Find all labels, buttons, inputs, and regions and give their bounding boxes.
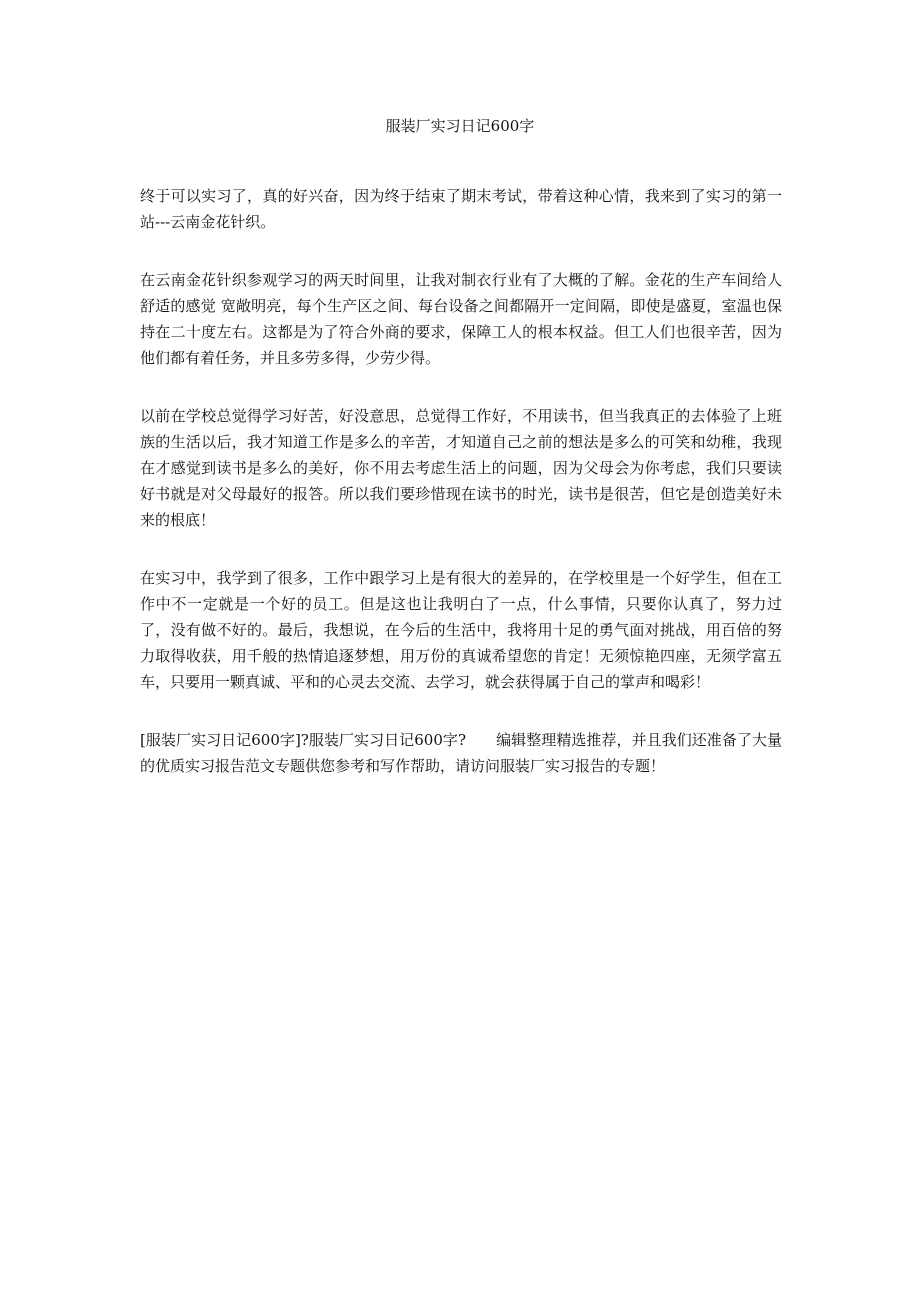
paragraph-2: 在云南金花针织参观学习的两天时间里，让我对制衣行业有了大概的了解。金花的生产车间给人舒适的感觉 宽敞明亮，每个生产区之间、每台设备之间都隔开一定间隔，即使是盛夏，室温也保持在二十度左右。这都是为了符合外商的要求，保障工人的根本权益。但工人们也很辛苦，因为他们都有着任务，并且多劳多得，少劳少得。 — [140, 271, 782, 367]
document-title: 服装厂实习日记600字 — [385, 117, 535, 135]
paragraph-4: 在实习中，我学到了很多，工作中跟学习上是有很大的差异的，在学校里是一个好学生，但在工作中不一定就是一个好的员工。但是这也让我明白了一点，什么事情，只要你认真了，努力过了，没有做不好的。最后，我想说，在今后的生活中，我将用十足的勇气面对挑战，用百倍的努力取得收获，用千般的热情追逐梦想，用万份的真诚希望您的肯定！无须惊艳四座，无须学富五车，只要用一颗真诚、平和的心灵去交流、去学习，就会获得属于自己的掌声和喝彩！ — [140, 569, 782, 691]
paragraph-5: [服装厂实习日记600字]?服装厂实习日记600字? 编辑整理精选推荐，并且我们还准备了大量的优质实习报告范文专题供您参考和写作帮助，请访问服装厂实习报告的专题！ — [140, 731, 782, 775]
paragraph-3: 以前在学校总觉得学习好苦，好没意思，总觉得工作好，不用读书，但当我真正的去体验了上班族的生活以后，我才知道工作是多么的辛苦，才知道自己之前的想法是多么的可笑和幼稚，我现在才感觉到读书是多么的美好，你不用去考虑生活上的问题，因为父母会为你考虑，我们只要读好书就是对父母最好的报答。所以我们要珍惜现在读书的时光，读书是很苦，但它是创造美好未来的根底！ — [140, 407, 782, 529]
document-body — [140, 183, 782, 811]
paragraph-1: 终于可以实习了，真的好兴奋，因为终于结束了期末考试，带着这种心情，我来到了实习的第一站---云南金花针织。 — [140, 187, 782, 231]
